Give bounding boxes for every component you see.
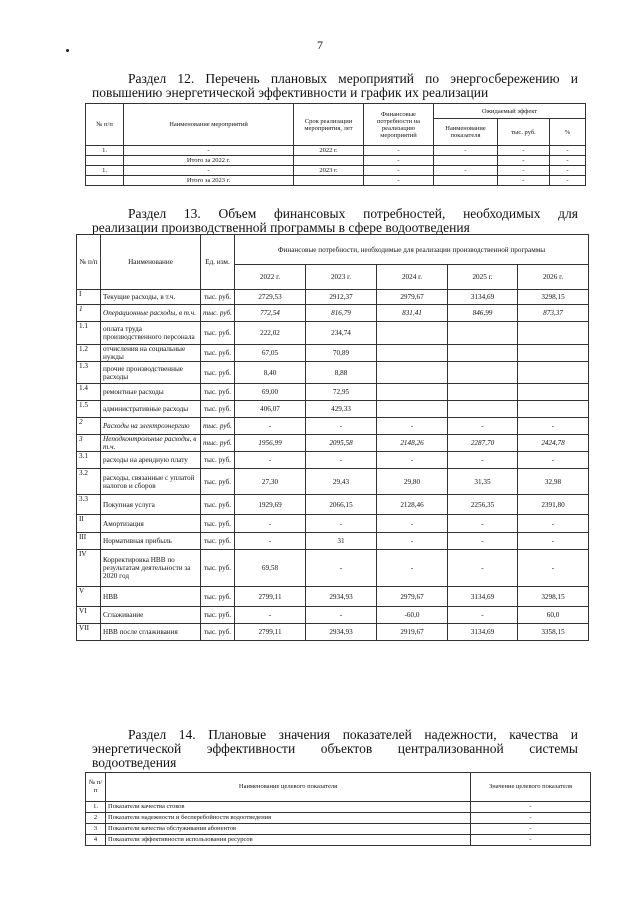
cell: административные расходы	[101, 401, 201, 418]
cell: ремонтные расходы	[101, 384, 201, 401]
cell: Сглаживание	[101, 607, 201, 624]
cell: 1.	[86, 802, 106, 813]
s12-col-thousand: тыс. руб.	[498, 119, 550, 146]
cell: -	[235, 607, 306, 624]
cell: -	[471, 835, 591, 846]
cell: -	[498, 146, 550, 156]
cell: тыс. руб.	[201, 305, 235, 322]
cell	[434, 176, 498, 186]
cell	[86, 156, 124, 166]
cell: -	[306, 550, 377, 587]
cell: 2934,93	[306, 587, 377, 607]
cell: НВВ после сглаживания	[101, 624, 201, 641]
cell: -	[518, 452, 589, 469]
table-row	[86, 176, 586, 186]
cell: 29,43	[306, 469, 377, 495]
s13-col-name: Наименование	[101, 235, 201, 290]
section14-heading-line1: Раздел 14. Плановые значения показателей надежности, качества и	[128, 727, 578, 742]
cell: -	[471, 824, 591, 835]
cell: 2424,78	[518, 435, 589, 452]
cell: 3	[86, 824, 106, 835]
cell: 831,41	[377, 305, 448, 322]
cell: 1.2	[77, 345, 101, 362]
cell: -	[377, 418, 448, 435]
table-row	[77, 587, 589, 607]
table-row	[77, 362, 589, 384]
s12-col-effect: Ожидаемый эффект	[434, 104, 586, 119]
cell: 3.2	[77, 469, 101, 495]
cell: 72,95	[306, 384, 377, 401]
cell: 27,30	[235, 469, 306, 495]
cell: -	[471, 813, 591, 824]
cell: тыс. руб.	[201, 401, 235, 418]
s13-col-num: № п/п	[77, 235, 101, 290]
cell	[518, 322, 589, 345]
cell: -	[364, 176, 434, 186]
table-row	[86, 824, 591, 835]
cell: 3.1	[77, 452, 101, 469]
cell	[518, 401, 589, 418]
table-row	[77, 515, 589, 533]
cell: -	[377, 533, 448, 550]
cell: -	[306, 515, 377, 533]
cell: 3134,69	[448, 290, 518, 305]
table-row	[77, 550, 589, 587]
page-number: 7	[317, 38, 323, 52]
cell: -60,0	[377, 607, 448, 624]
cell: -	[550, 146, 586, 156]
cell: тыс. руб.	[201, 435, 235, 452]
cell: 2979,67	[377, 290, 448, 305]
table-row	[77, 435, 589, 452]
table-row	[86, 156, 586, 166]
cell: 2391,80	[518, 495, 589, 515]
cell: IV	[77, 550, 101, 587]
cell: 2022 г.	[294, 146, 364, 156]
cell: Показатели эффективности использования ресурсов	[106, 835, 471, 846]
cell: тыс. руб.	[201, 587, 235, 607]
cell	[377, 362, 448, 384]
cell: Показатели надежности и бесперебойности водоотведения	[106, 813, 471, 824]
cell: 8,88	[306, 362, 377, 384]
cell: -	[471, 802, 591, 813]
cell: Итого за 2022 г.	[124, 156, 294, 166]
cell	[377, 345, 448, 362]
cell: 2729,53	[235, 290, 306, 305]
cell: -	[377, 515, 448, 533]
cell: 31,35	[448, 469, 518, 495]
s12-col-name: Наименование мероприятий	[124, 104, 294, 146]
cell: -	[364, 146, 434, 156]
cell: 1.	[86, 166, 124, 176]
cell: 69,58	[235, 550, 306, 587]
cell: 3298,15	[518, 290, 589, 305]
s13-year: 2023 г.	[306, 265, 377, 290]
cell	[294, 156, 364, 166]
cell: 222,02	[235, 322, 306, 345]
cell	[377, 384, 448, 401]
cell: 816,79	[306, 305, 377, 322]
table-row	[77, 533, 589, 550]
cell: -	[364, 156, 434, 166]
section12-table	[85, 103, 586, 186]
cell: 1929,69	[235, 495, 306, 515]
table-row	[77, 495, 589, 515]
cell: Нормативная прибыль	[101, 533, 201, 550]
cell	[518, 384, 589, 401]
cell: 3298,15	[518, 587, 589, 607]
cell: 2066,15	[306, 495, 377, 515]
cell: 2799,11	[235, 624, 306, 641]
cell: Неподконтрольные расходы, в т.ч.	[101, 435, 201, 452]
cell: 4	[86, 835, 106, 846]
table-row	[77, 624, 589, 641]
table-row	[77, 305, 589, 322]
cell: -	[434, 166, 498, 176]
cell: -	[235, 418, 306, 435]
table-row	[86, 802, 591, 813]
cell: 1.	[86, 146, 124, 156]
cell: тыс. руб.	[201, 515, 235, 533]
section14-table	[85, 772, 591, 846]
cell	[448, 345, 518, 362]
cell: II	[77, 515, 101, 533]
cell: 2912,37	[306, 290, 377, 305]
cell: расходы, связанные с уплатой налогов и сборов	[101, 469, 201, 495]
cell: оплата труда производственного персонала	[101, 322, 201, 345]
cell: 429,33	[306, 401, 377, 418]
cell: I	[77, 290, 101, 305]
cell: 2256,35	[448, 495, 518, 515]
cell: 60,0	[518, 607, 589, 624]
cell: -	[550, 176, 586, 186]
cell: Текущие расходы, в т.ч.	[101, 290, 201, 305]
section13-heading-line2: реализации производственной программы в сфере водоотведения	[92, 220, 470, 235]
cell: -	[235, 452, 306, 469]
section13-table	[76, 234, 589, 641]
cell: 2979,67	[377, 587, 448, 607]
section12-heading-line1: Раздел 12. Перечень плановых мероприятий по энергосбережению и	[128, 71, 578, 86]
cell: -	[498, 176, 550, 186]
s13-year: 2022 г.	[235, 265, 306, 290]
cell: Показатели качества обслуживания абонентов	[106, 824, 471, 835]
cell: 8,40	[235, 362, 306, 384]
cell: 1.5	[77, 401, 101, 418]
cell	[294, 176, 364, 186]
cell: -	[124, 146, 294, 156]
cell: -	[306, 452, 377, 469]
section14-heading-line3: водоотведения	[92, 755, 177, 770]
cell: -	[434, 146, 498, 156]
cell: III	[77, 533, 101, 550]
cell: 846,99	[448, 305, 518, 322]
table-row	[77, 452, 589, 469]
s14-col-value: Значение целевого показателя	[471, 773, 591, 802]
cell: VI	[77, 607, 101, 624]
cell: 2287,70	[448, 435, 518, 452]
cell: 1956,99	[235, 435, 306, 452]
cell: НВВ	[101, 587, 201, 607]
cell: Расходы на электроэнергию	[101, 418, 201, 435]
cell: 1.3	[77, 362, 101, 384]
cell: 3358,15	[518, 624, 589, 641]
s13-year: 2026 г.	[518, 265, 589, 290]
cell: -	[306, 607, 377, 624]
cell: -	[377, 452, 448, 469]
cell: -	[448, 515, 518, 533]
cell: 32,98	[518, 469, 589, 495]
cell: 69,00	[235, 384, 306, 401]
cell: -	[377, 550, 448, 587]
cell: -	[448, 452, 518, 469]
cell: -	[518, 515, 589, 533]
cell	[518, 362, 589, 384]
cell: -	[448, 550, 518, 587]
s12-col-indicator: Наименование показателя	[434, 119, 498, 146]
cell: Итого за 2023 г.	[124, 176, 294, 186]
cell	[377, 401, 448, 418]
table-row	[77, 401, 589, 418]
table-row	[86, 813, 591, 824]
cell: тыс. руб.	[201, 469, 235, 495]
cell: 3.3	[77, 495, 101, 515]
cell: 3134,69	[448, 624, 518, 641]
cell	[448, 401, 518, 418]
cell: 2	[77, 418, 101, 435]
table-row	[77, 290, 589, 305]
cell: 2	[86, 813, 106, 824]
table-row	[77, 607, 589, 624]
cell: -	[498, 166, 550, 176]
cell: тыс. руб.	[201, 322, 235, 345]
cell: -	[235, 533, 306, 550]
cell: тыс. руб.	[201, 452, 235, 469]
cell: 29,80	[377, 469, 448, 495]
cell: 1.1	[77, 322, 101, 345]
s12-col-fin: Финансовые потребности на реализацию мероприятий	[364, 104, 434, 146]
s12-col-term: Срок реализации мероприятия, лет	[294, 104, 364, 146]
section12-heading-line2: повышению энергетической эффективности и график их реализации	[92, 85, 489, 100]
cell: 2095,58	[306, 435, 377, 452]
cell: расходы на арендную плату	[101, 452, 201, 469]
s12-col-percent: %	[550, 119, 586, 146]
cell: 2128,46	[377, 495, 448, 515]
cell: Покупная услуга	[101, 495, 201, 515]
cell: -	[448, 533, 518, 550]
cell: -	[124, 166, 294, 176]
s14-col-num: № п/п	[86, 773, 106, 802]
cell	[448, 322, 518, 345]
s12-col-num: № п/п	[86, 104, 124, 146]
s13-year: 2024 г.	[377, 265, 448, 290]
cell: 2023 г.	[294, 166, 364, 176]
cell: -	[306, 418, 377, 435]
cell: Корректировка НВВ по результатам деятельности за 2020 год	[101, 550, 201, 587]
cell: -	[518, 533, 589, 550]
cell	[518, 345, 589, 362]
cell: Амортизация	[101, 515, 201, 533]
cell: 1.4	[77, 384, 101, 401]
cell: Показатели качества стоков	[106, 802, 471, 813]
s13-year: 2025 г.	[448, 265, 518, 290]
cell: прочие производственные расходы	[101, 362, 201, 384]
cell: тыс. руб.	[201, 533, 235, 550]
cell: тыс. руб.	[201, 495, 235, 515]
cell: -	[448, 607, 518, 624]
cell: Операционные расходы, в т.ч.	[101, 305, 201, 322]
table-row	[86, 146, 586, 156]
cell: тыс. руб.	[201, 345, 235, 362]
cell: -	[550, 156, 586, 166]
cell: 31	[306, 533, 377, 550]
cell: тыс. руб.	[201, 384, 235, 401]
cell: 1	[77, 305, 101, 322]
cell: -	[550, 166, 586, 176]
s14-col-name: Наименование целевого показателя	[106, 773, 471, 802]
s13-col-fin: Финансовые потребности, необходимые для реализации производственной программы	[235, 235, 589, 265]
cell: тыс. руб.	[201, 607, 235, 624]
cell: тыс. руб.	[201, 418, 235, 435]
cell: 234,74	[306, 322, 377, 345]
cell: -	[498, 156, 550, 166]
cell: -	[448, 418, 518, 435]
table-row	[77, 322, 589, 345]
cell: тыс. руб.	[201, 362, 235, 384]
cell: 2919,67	[377, 624, 448, 641]
table-row	[86, 166, 586, 176]
cell	[434, 156, 498, 166]
table-row	[86, 835, 591, 846]
section13-heading-line1: Раздел 13. Объем финансовых потребностей, необходимых для	[128, 206, 578, 221]
margin-dot	[66, 49, 69, 52]
cell: отчисления на социальные нужды	[101, 345, 201, 362]
cell: 3134,69	[448, 587, 518, 607]
table-row	[77, 384, 589, 401]
s13-col-unit: Ед. изм.	[201, 235, 235, 290]
cell	[448, 362, 518, 384]
section14-heading-line2: энергетической эффективности объектов централизованной системы	[92, 741, 578, 756]
cell: 2934,93	[306, 624, 377, 641]
cell: -	[518, 550, 589, 587]
cell: тыс. руб.	[201, 624, 235, 641]
cell: 406,07	[235, 401, 306, 418]
table-row	[77, 345, 589, 362]
cell: -	[235, 515, 306, 533]
table-row	[77, 418, 589, 435]
cell: 2148,26	[377, 435, 448, 452]
cell: V	[77, 587, 101, 607]
cell: 70,89	[306, 345, 377, 362]
cell: -	[364, 166, 434, 176]
cell: тыс. руб.	[201, 290, 235, 305]
cell	[86, 176, 124, 186]
cell: 67,05	[235, 345, 306, 362]
cell: тыс. руб.	[201, 550, 235, 587]
table-row	[77, 469, 589, 495]
cell: 873,37	[518, 305, 589, 322]
cell: 3	[77, 435, 101, 452]
cell: 772,54	[235, 305, 306, 322]
cell	[377, 322, 448, 345]
cell: VII	[77, 624, 101, 641]
cell: -	[518, 418, 589, 435]
cell	[448, 384, 518, 401]
cell: 2799,11	[235, 587, 306, 607]
